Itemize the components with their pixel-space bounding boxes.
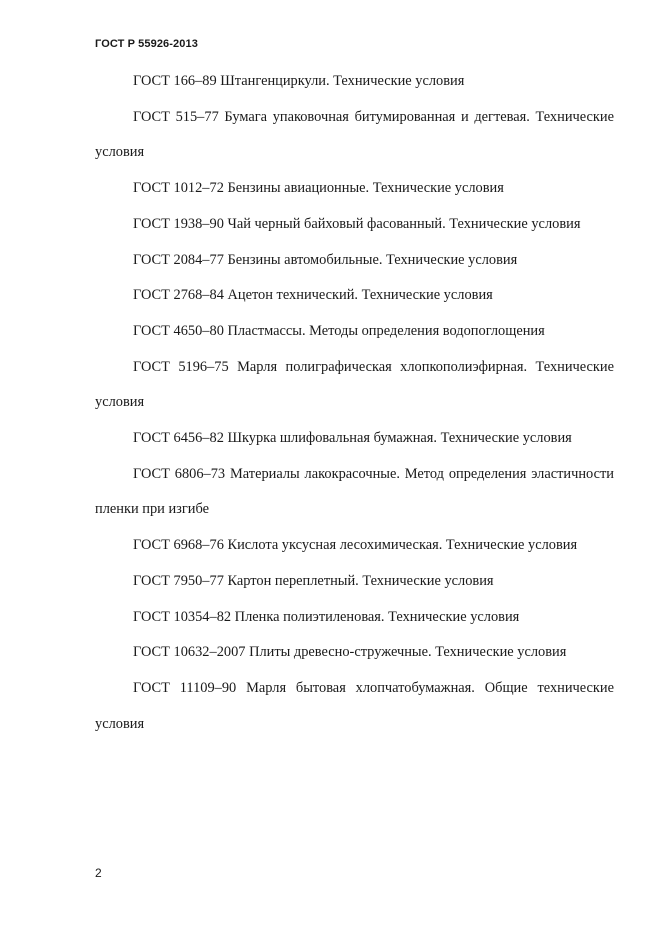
reference-item: ГОСТ 11109–90 Марля бытовая хлопчатобумажная. Общие технические условия	[95, 679, 614, 732]
document-header: ГОСТ Р 55926-2013	[95, 38, 198, 50]
references-list	[95, 64, 614, 742]
reference-item: ГОСТ 6456–82 Шкурка шлифовальная бумажная. Технические условия	[133, 430, 572, 447]
reference-item: ГОСТ 7950–77 Картон переплетный. Технические условия	[133, 572, 494, 589]
reference-item: ГОСТ 4650–80 Пластмассы. Методы определения водопоглощения	[133, 322, 545, 339]
reference-item: ГОСТ 2084–77 Бензины автомобильные. Технические условия	[133, 251, 518, 268]
reference-item: ГОСТ 1938–90 Чай черный байховый фасованный. Технические условия	[133, 215, 581, 232]
reference-item: ГОСТ 515–77 Бумага упаковочная битумированная и дегтевая. Технические условия	[95, 108, 614, 161]
reference-item: ГОСТ 10354–82 Пленка полиэтиленовая. Технические условия	[133, 608, 520, 625]
reference-item: ГОСТ 1012–72 Бензины авиационные. Технические условия	[133, 180, 504, 197]
reference-item: ГОСТ 2768–84 Ацетон технический. Технические условия	[133, 287, 493, 304]
reference-item: ГОСТ 166–89 Штангенциркули. Технические условия	[133, 73, 465, 89]
reference-item: ГОСТ 5196–75 Марля полиграфическая хлопкополиэфирная. Технические условия	[95, 358, 614, 411]
page-number: 2	[95, 866, 102, 880]
reference-item: ГОСТ 6806–73 Материалы лакокрасочные. Метод определения эластичности пленки при изгибе	[95, 465, 614, 518]
reference-item: ГОСТ 10632–2007 Плиты древесно-стружечные. Технические условия	[133, 644, 567, 661]
reference-item: ГОСТ 6968–76 Кислота уксусная лесохимическая. Технические условия	[133, 537, 578, 554]
